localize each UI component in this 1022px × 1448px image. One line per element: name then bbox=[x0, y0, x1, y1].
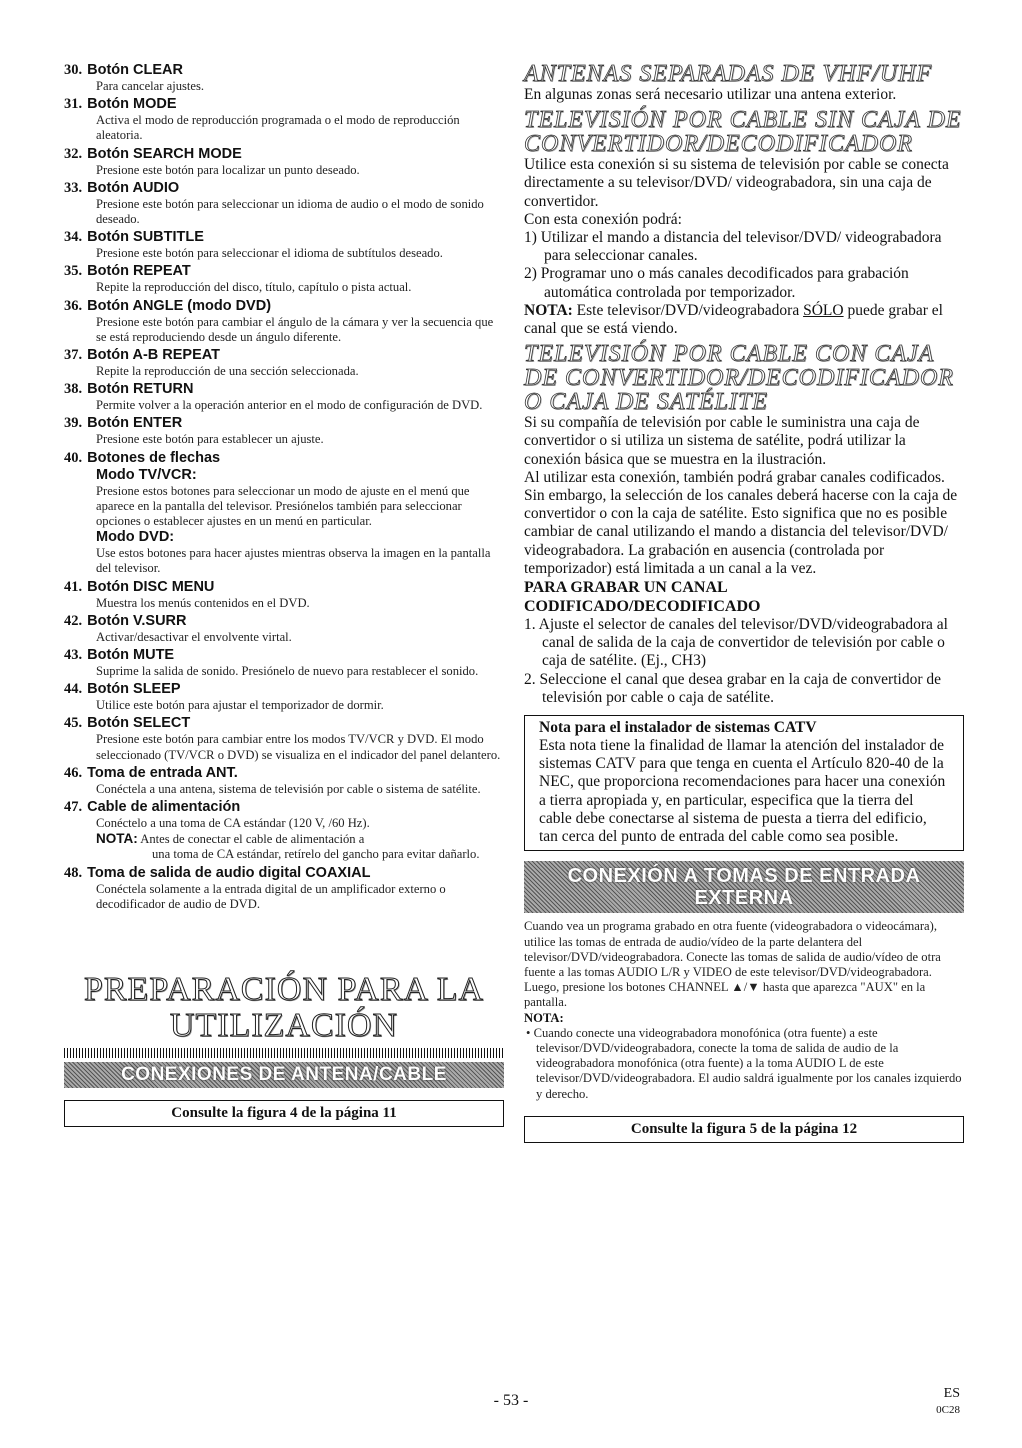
list-item bbox=[64, 229, 504, 261]
item-number: 36. bbox=[64, 297, 83, 314]
item-number: 38. bbox=[64, 381, 83, 398]
nota-label: NOTA: bbox=[524, 1010, 564, 1025]
nota-text: Antes de conectar el cable de alimentación a bbox=[140, 832, 365, 847]
item-title: Botón SEARCH MODE bbox=[87, 145, 242, 162]
item-body: Activa el modo de reproducción programada o el modo de reproducción aleatoria. bbox=[96, 113, 460, 143]
language-code: ES 0C28 bbox=[936, 1386, 960, 1416]
subheading-tvvcr: Modo TV/VCR: bbox=[96, 466, 197, 483]
item-title: Botones de flechas bbox=[87, 449, 221, 466]
item-body: Use estos botones para hacer ajustes mientras observa la imagen en la pantalla del televisor. bbox=[96, 546, 491, 576]
list-item bbox=[64, 381, 504, 413]
list-item bbox=[64, 765, 504, 797]
subheading-dvd: Modo DVD: bbox=[96, 529, 175, 546]
figure-reference: Consulte la figura 5 de la página 12 bbox=[524, 1116, 964, 1143]
nota bbox=[64, 831, 504, 862]
list-item bbox=[64, 180, 504, 227]
button-list bbox=[64, 62, 504, 448]
paragraph: Utilice esta conexión si su sistema de televisión por cable se conecta directamente a su televisor/DVD/ videograbadora, sin una caja de convertidor. bbox=[524, 156, 949, 210]
item-number: 39. bbox=[64, 415, 83, 432]
list-item: 2. Seleccione el canal que desea grabar en la caja de convertidor de televisión por cable o caja de satélite. bbox=[524, 670, 941, 706]
item-body: Para cancelar ajustes. bbox=[96, 79, 205, 93]
catv-note-body: Esta nota tiene la finalidad de llamar la atención del instalador de sistemas CATV para que tenga en cuenta el Artículo 820-40 de la NEC, que proporciona recomendaciones para hacer una conexión a tierra apropiada y, en particular, especifica que la tierra del cable debe conectarse al sistema de puesta a tierra del edificio, tan cerca del punto de entrada del cable como sea posible. bbox=[539, 737, 946, 846]
nota: NOTA: Este televisor/DVD/videograbadora SÓLO puede grabar el canal que se está viendo. bbox=[524, 301, 943, 338]
item-title: Botón V.SURR bbox=[87, 612, 187, 629]
nota-text-rest: una toma de CA estándar, retírelo del gancho para evitar dañarlo. bbox=[152, 847, 480, 862]
item-number: 30. bbox=[64, 62, 83, 78]
list-item bbox=[64, 415, 504, 447]
item-body: Activar/desactivar el envolvente virtal. bbox=[96, 629, 292, 644]
document-code: 0C28 bbox=[936, 1404, 960, 1416]
item-title: Toma de salida de audio digital COAXIAL bbox=[87, 864, 371, 881]
heading-cable-no-box: TELEVISIÓN POR CABLE SIN CAJA DE CONVERTIDOR/DECODIFICADOR bbox=[524, 107, 962, 158]
item-body: Presione este botón para seleccionar el idioma de subtítulos deseado. bbox=[96, 246, 443, 261]
item-title: Botón DISC MENU bbox=[87, 578, 215, 595]
item-number: 41. bbox=[64, 578, 83, 595]
item-number: 35. bbox=[64, 263, 83, 280]
item-title: Botón ENTER bbox=[87, 415, 183, 432]
button-list-2 bbox=[64, 579, 504, 797]
item-body: Conéctela a una antena, sistema de televisión por cable o sistema de satélite. bbox=[96, 781, 481, 796]
banner-external-input: CONEXIÓN A TOMAS DE ENTRADA EXTERNA bbox=[524, 861, 964, 913]
list-item bbox=[64, 715, 504, 762]
item-title: Botón RETURN bbox=[87, 381, 194, 398]
item-title: Botón SLEEP bbox=[87, 681, 181, 698]
section-title: PREPARACIÓN PARA LA UTILIZACIÓN bbox=[83, 971, 485, 1045]
list-item bbox=[64, 146, 504, 178]
item-number: 47. bbox=[64, 799, 83, 816]
item-body: Presione este botón para seleccionar un idioma de audio o el modo de sonido deseado. bbox=[96, 196, 484, 227]
right-column bbox=[524, 62, 964, 1143]
item-number: 34. bbox=[64, 229, 83, 246]
list-item bbox=[64, 62, 504, 94]
item-number: 46. bbox=[64, 764, 83, 781]
item-title: Botón ANGLE (modo DVD) bbox=[87, 297, 272, 314]
figure-reference: Consulte la figura 4 de la página 11 bbox=[64, 1100, 504, 1127]
bullet-item: • Cuando conecte una videograbadora monofónica (otra fuente) a este televisor/DVD/videograbadora, conecte la toma de salida de audio de la videograbadora monofónica (otra fuente) a la toma AUDIO L de este televisor/DVD/videograbadora. El audio saldrá igualmente por los canales izquierdo y derecho. bbox=[526, 1025, 962, 1101]
item-title: Botón MODE bbox=[87, 96, 177, 113]
list-item bbox=[64, 298, 504, 345]
item-number: 37. bbox=[64, 347, 83, 364]
item-body: Suprime la salida de sonido. Presiónelo de nuevo para restablecer el sonido. bbox=[96, 664, 479, 679]
item-body: Presione este botón para establecer un ajuste. bbox=[96, 432, 324, 447]
item-47 bbox=[64, 799, 504, 863]
item-title: Botón SELECT bbox=[87, 715, 191, 732]
item-title: Botón A-B REPEAT bbox=[87, 347, 221, 364]
item-title: Botón AUDIO bbox=[87, 179, 180, 196]
item-number: 45. bbox=[64, 715, 83, 732]
item-title: Cable de alimentación bbox=[87, 799, 241, 816]
list-item bbox=[64, 347, 504, 379]
item-title: Botón CLEAR bbox=[87, 62, 183, 78]
list-item bbox=[64, 613, 504, 645]
item-body: Presione este botón para cambiar el ángulo de la cámara y ver la secuencia que se está reproduciendo desde un ángulo diferente. bbox=[96, 314, 494, 344]
item-48 bbox=[64, 865, 504, 912]
item-number: 32. bbox=[64, 145, 83, 162]
paragraph: En algunas zonas será necesario utilizar una antena exterior. bbox=[524, 86, 897, 103]
item-body: Permite volver a la operación anterior en el modo de configuración de DVD. bbox=[96, 398, 483, 413]
item-body: Presione estos botones para seleccionar un modo de ajuste en el menú que aparece en la pantalla del televisor. Presiónelos también para seleccionar opciones o establecer ajustes en un menú en particular. bbox=[96, 483, 470, 529]
item-body: Muestra los menús contenidos en el DVD. bbox=[96, 595, 310, 610]
heading-cable-with-box: TELEVISIÓN POR CABLE CON CAJA DE CONVERTIDOR/DECODIFICADOR O CAJA DE SATÉLITE bbox=[524, 341, 954, 416]
nota-label: NOTA: bbox=[96, 831, 138, 847]
list-item bbox=[64, 96, 504, 143]
item-number: 40. bbox=[64, 449, 83, 466]
divider bbox=[64, 1048, 504, 1058]
item-number: 33. bbox=[64, 179, 83, 196]
item-body: Repite la reproducción de una sección seleccionada. bbox=[96, 364, 359, 379]
list-item bbox=[64, 681, 504, 713]
paragraph: Al utilizar esta conexión, también podrá grabar canales codificados. Sin embargo, la selección de los canales deberá hacerse con la caja de convertidor o con la caja de satélite. Esto significa que no es posible cambiar de canal utilizando el mando a distancia del televisor/DVD/ videograbadora. La grabación en ausencia (controlada por temporizador) está limitada a un canal a la vez. bbox=[524, 468, 958, 577]
item-40 bbox=[64, 450, 504, 577]
item-title: Botón REPEAT bbox=[87, 263, 191, 280]
list-item: 1. Ajuste el selector de canales del televisor/DVD/videograbadora al canal de salida de la caja de convertidor de televisión por cable o caja de satélite. (Ej., CH3) bbox=[524, 616, 948, 670]
item-number: 48. bbox=[64, 864, 83, 881]
list-item: 2) Programar uno o más canales decodificados para grabación automática controlada por temporizador. bbox=[524, 265, 909, 301]
list-item bbox=[64, 263, 504, 295]
paragraph: Cuando vea un programa grabado en otra fuente (videograbadora o videocámara), utilice las tomas de entrada de audio/vídeo de la parte delantera del televisor/DVD/videograbadora. Conecte las tomas de salida de audio/vídeo de otra fuente a las tomas AUDIO L/R y VIDEO de este televisor/DVD/videograbadora. Luego, presione los botones CHANNEL ▲/▼ hasta que aparezca "AUX" en la pantalla. bbox=[524, 919, 941, 1010]
catv-note-title: Nota para el instalador de sistemas CATV bbox=[539, 719, 817, 737]
item-number: 44. bbox=[64, 681, 83, 698]
heading-vhf-uhf: ANTENAS SEPARADAS DE VHF/UHF bbox=[524, 61, 933, 87]
item-number: 43. bbox=[64, 647, 83, 664]
page-number: - 53 - bbox=[493, 1392, 529, 1409]
item-body: Utilice este botón para ajustar el temporizador de dormir. bbox=[96, 698, 384, 713]
list-item bbox=[64, 579, 504, 611]
item-title: Botón MUTE bbox=[87, 647, 175, 664]
item-body: Conéctela solamente a la entrada digital de un amplificador externo o decodificador de audio de DVD. bbox=[96, 881, 446, 911]
list-item: 1) Utilizar el mando a distancia del televisor/DVD/ videograbadora para seleccionar canales. bbox=[524, 229, 942, 265]
item-body: Repite la reproducción del disco, título, capítulo o pista actual. bbox=[96, 280, 412, 295]
item-title: Toma de entrada ANT. bbox=[87, 764, 238, 781]
item-body: Presione este botón para localizar un punto deseado. bbox=[96, 162, 360, 177]
catv-note-box bbox=[524, 715, 964, 851]
banner-antenna-cable: CONEXIONES DE ANTENA/CABLE bbox=[64, 1062, 504, 1088]
paragraph: Con esta conexión podrá: bbox=[524, 210, 682, 228]
item-title: Botón SUBTITLE bbox=[87, 229, 204, 246]
left-column bbox=[64, 62, 504, 1127]
heading-record: PARA GRABAR UN CANAL bbox=[524, 579, 728, 597]
item-body: Presione este botón para cambiar entre los modos TV/VCR y DVD. El modo seleccionado (TV/VCR o DVD) se visualiza en el indicador del panel delantero. bbox=[96, 732, 501, 762]
item-number: 42. bbox=[64, 612, 83, 629]
item-number: 31. bbox=[64, 96, 83, 113]
paragraph: Si su compañía de televisión por cable le suministra una caja de convertidor o si utiliza un sistema de satélite, podrá utilizar la conexión básica que se muestra en la ilustración. bbox=[524, 414, 920, 468]
heading-record-2: CODIFICADO/DECODIFICADO bbox=[524, 598, 761, 616]
item-body: Conéctelo a una toma de CA estándar (120 V, /60 Hz). bbox=[96, 816, 370, 831]
list-item bbox=[64, 647, 504, 679]
